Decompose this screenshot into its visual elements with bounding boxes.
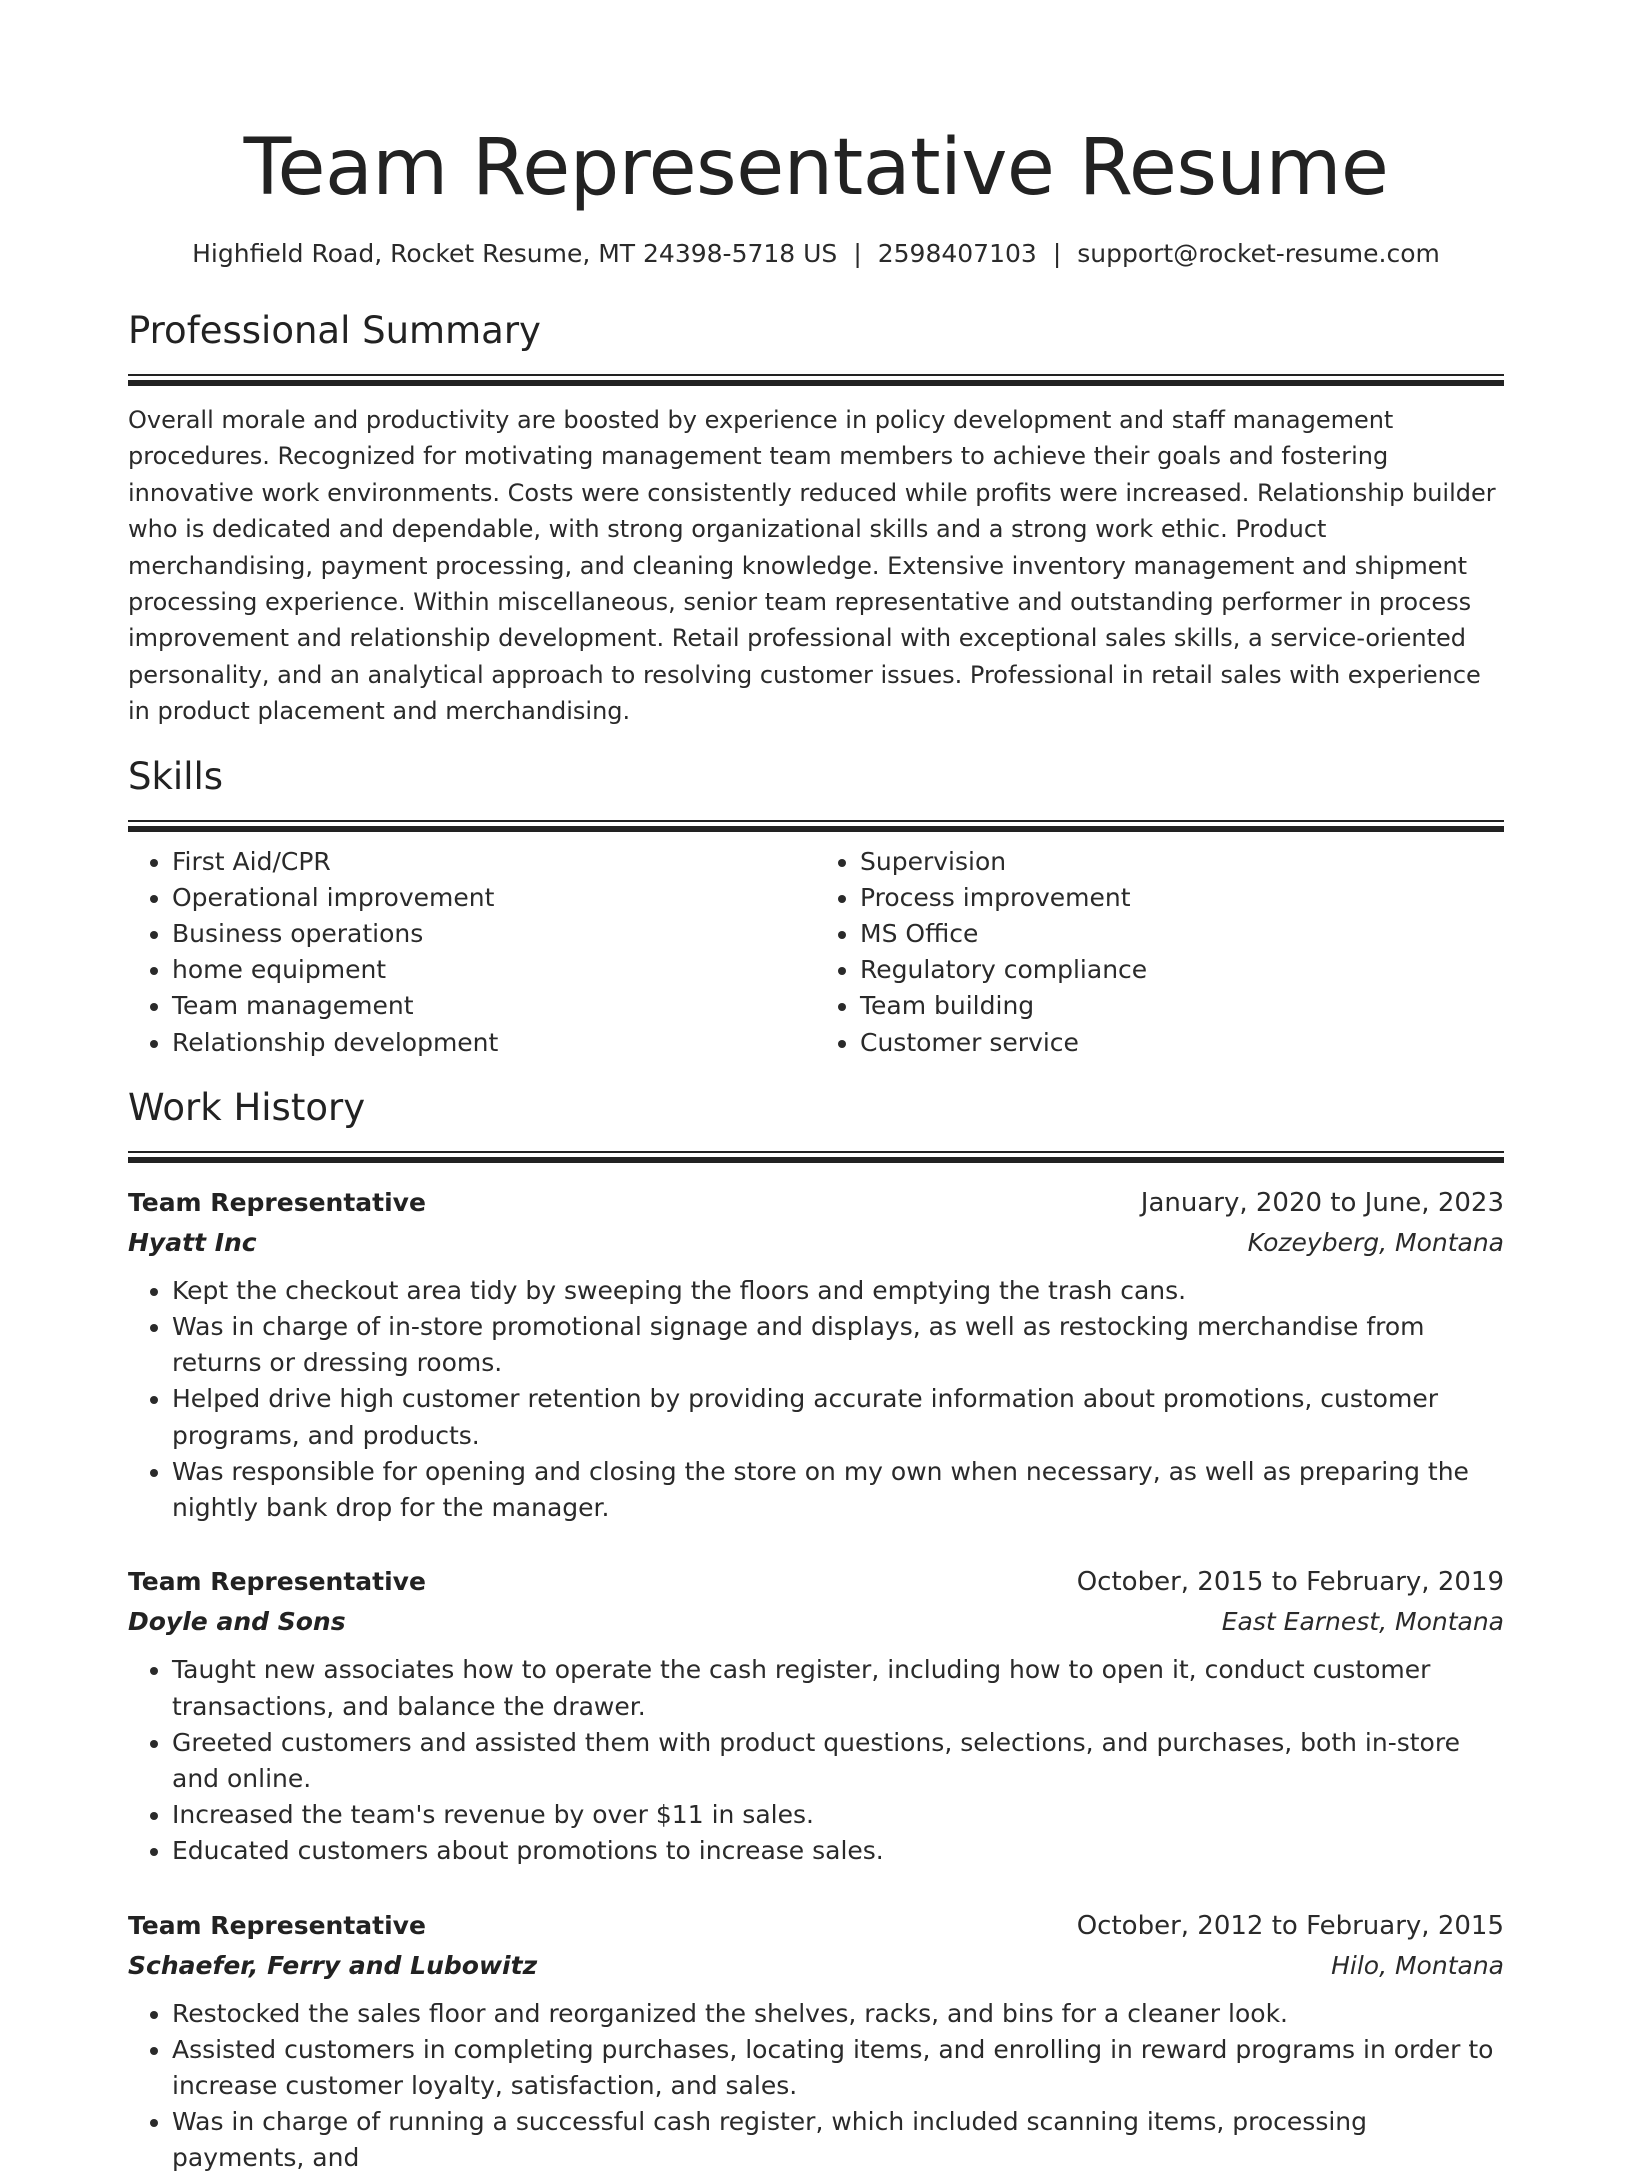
job-bullet: • Increased the team's revenue by over $11 in sales. [172, 1797, 1504, 1833]
skills-section [128, 752, 1504, 1061]
job-company-row [128, 1946, 1504, 1986]
job-bullet: • Was in charge of running a successful cash register, which included scanning items, processing payments, and [172, 2104, 1504, 2176]
skill-item: • Business operations [172, 916, 816, 952]
job-header-row [128, 1562, 1504, 1602]
section-heading-skills: Skills [128, 754, 224, 798]
skill-item: • Team management [172, 988, 816, 1024]
contact-line [128, 236, 1504, 272]
job-title: Team Representative [128, 1187, 426, 1217]
professional-summary-section [128, 306, 1504, 730]
skill-item: • MS Office [860, 916, 1504, 952]
job-location: Kozeyberg, Montana [1247, 1227, 1504, 1257]
job-bullet: • Restocked the sales floor and reorganized the shelves, racks, and bins for a cleaner look. [172, 1996, 1504, 2032]
job-header-row [128, 1183, 1504, 1223]
job-title: Team Representative [128, 1567, 426, 1597]
section-heading-work: Work History [128, 1085, 366, 1129]
job-entry [128, 1183, 1504, 1526]
job-bullet: • Was responsible for opening and closing the store on my own when necessary, as well as preparing the nightly bank drop for the manager. [172, 1454, 1504, 1526]
skill-item: • First Aid/CPR [172, 844, 816, 880]
skill-item: • Relationship development [172, 1025, 816, 1061]
skill-item: • Team building [860, 988, 1504, 1024]
skill-item: • Process improvement [860, 880, 1504, 916]
resume-page [128, 0, 1504, 2177]
job-bullet: • Helped drive high customer retention by providing accurate information about promotions, customer programs, and products. [172, 1381, 1504, 1453]
contact-address: Highfield Road, Rocket Resume, MT 24398-5718 US [192, 239, 838, 268]
job-bullet: • Educated customers about promotions to increase sales. [172, 1833, 1504, 1869]
job-bullet: • Assisted customers in completing purchases, locating items, and enrolling in reward programs in order to increase customer loyalty, satisfaction, and sales. [172, 2032, 1504, 2104]
section-divider [128, 820, 1504, 832]
job-dates: October, 2015 to February, 2019 [1076, 1567, 1504, 1598]
contact-email: support@rocket-resume.com [1077, 239, 1440, 268]
resume-title: Team Representative Resume [243, 123, 1389, 213]
skill-item: • Regulatory compliance [860, 952, 1504, 988]
job-bullets [128, 1652, 1504, 1869]
section-divider [128, 374, 1504, 386]
skill-item: • Supervision [860, 844, 1504, 880]
skills-list-left [128, 844, 816, 1061]
section-heading-summary: Professional Summary [128, 309, 541, 352]
job-entry [128, 1906, 1504, 2177]
job-bullets [128, 1273, 1504, 1526]
contact-phone: 2598407103 [877, 239, 1037, 268]
job-title: Team Representative [128, 1910, 426, 1940]
job-header-row [128, 1906, 1504, 1946]
job-company: Hyatt Inc [128, 1227, 257, 1257]
job-company: Schaefer, Ferry and Lubowitz [128, 1950, 538, 1980]
job-company: Doyle and Sons [128, 1607, 346, 1637]
job-location: East Earnest, Montana [1221, 1607, 1504, 1637]
contact-separator: | [853, 239, 862, 268]
skills-list-right [816, 844, 1504, 1061]
job-bullet: • Was in charge of in-store promotional signage and displays, as well as restocking merchandise from returns or dressing rooms. [172, 1309, 1504, 1381]
job-location: Hilo, Montana [1331, 1950, 1504, 1980]
job-entry [128, 1562, 1504, 1869]
contact-separator: | [1052, 239, 1062, 268]
section-divider [128, 1151, 1504, 1163]
summary-text: Overall morale and productivity are boosted by experience in policy development and staff management procedures. Recognized for motivating management team members to achieve their goals and fostering innovative work environments. Costs were consistently reduced while profits were increased. Relationship builder who is dedicated and dependable, with strong organizational skills and a strong work ethic. Product merchandising, payment processing, and cleaning knowledge. Extensive inventory management and shipment processing experience. Within miscellaneous, senior team representative and outstanding performer in process improvement and relationship development. Retail professional with exceptional sales skills, a service-oriented personality, and an analytical approach to resolving customer issues. Professional in retail sales with experience in product placement and merchandising. [128, 406, 1496, 726]
skills-columns [128, 844, 1504, 1061]
job-bullet: • Greeted customers and assisted them with product questions, selections, and purchases, both in-store and online. [172, 1725, 1504, 1797]
job-dates: January, 2020 to June, 2023 [1140, 1187, 1504, 1218]
skill-item: • home equipment [172, 952, 816, 988]
job-company-row [128, 1223, 1504, 1263]
work-history-section [128, 1083, 1504, 2177]
job-company-row [128, 1602, 1504, 1642]
job-bullets [128, 1996, 1504, 2177]
skill-item: • Operational improvement [172, 880, 816, 916]
skill-item: • Customer service [860, 1025, 1504, 1061]
job-bullet: • Kept the checkout area tidy by sweeping the floors and emptying the trash cans. [172, 1273, 1504, 1309]
job-dates: October, 2012 to February, 2015 [1076, 1910, 1504, 1941]
job-bullet: • Taught new associates how to operate the cash register, including how to open it, conduct customer transactions, and balance the drawer. [172, 1652, 1504, 1724]
